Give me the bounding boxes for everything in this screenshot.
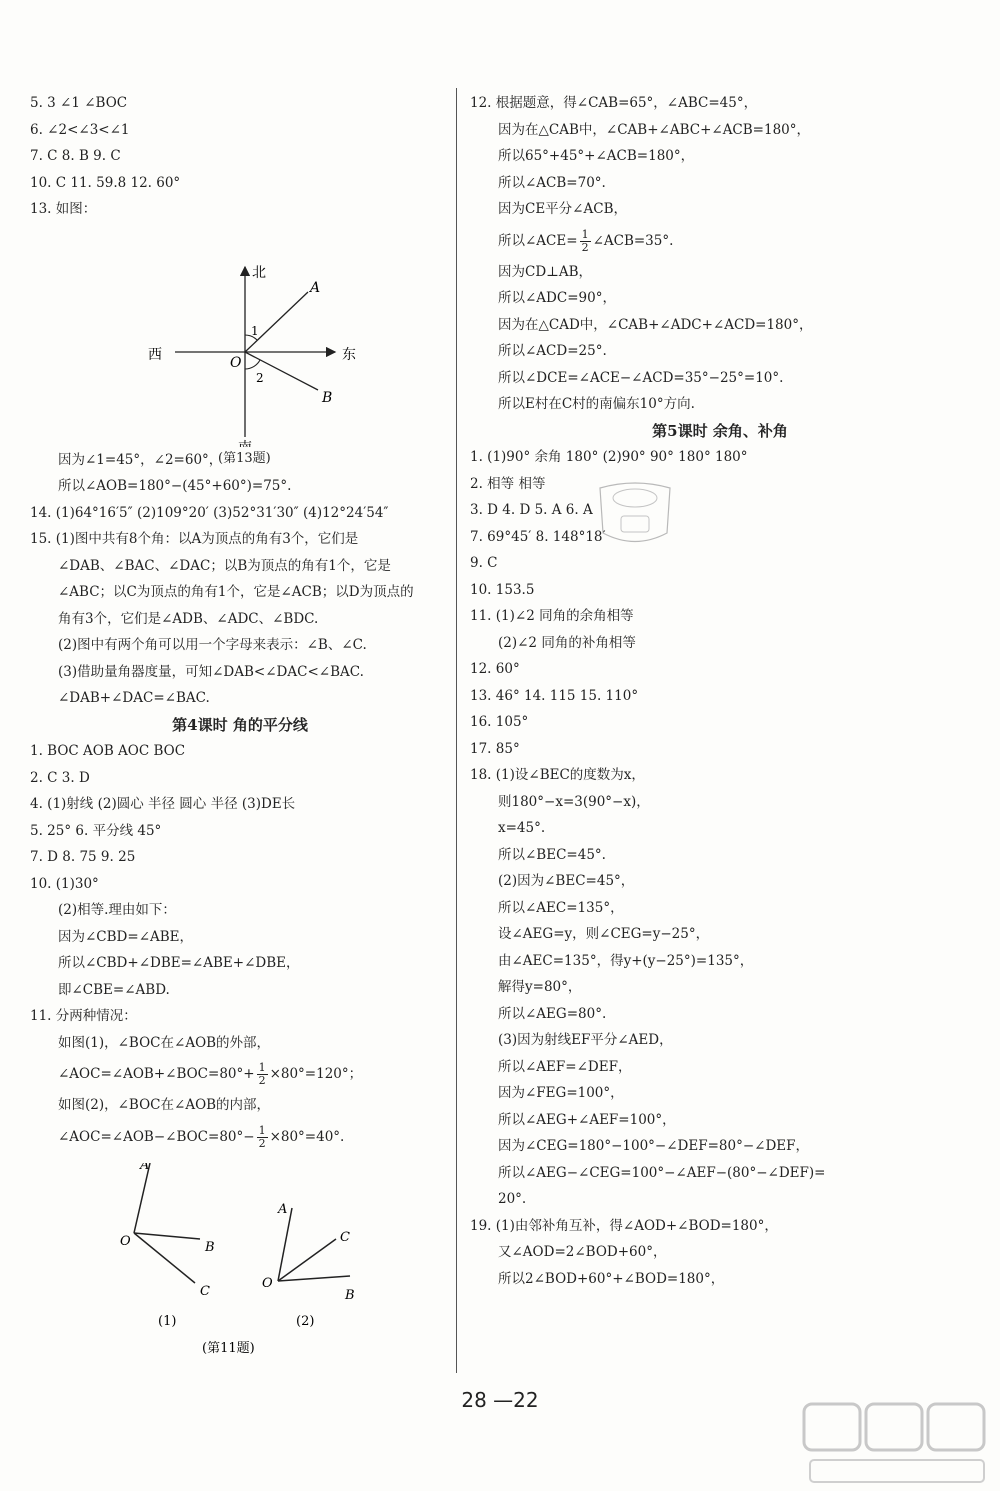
section-heading: 第4课时 角的平分线 <box>172 715 308 734</box>
answer-line: 角有3个，它们是∠ADB、∠ADC、∠BDC. <box>58 610 319 627</box>
answer-line: 如图(1)，∠BOC在∠AOB的外部， <box>58 1034 271 1051</box>
formula-text: ×80°=40°. <box>269 1128 345 1145</box>
fig11-2-label-o: O <box>262 1275 273 1291</box>
answer-line: 又∠AOD=2∠BOD+60°， <box>498 1244 667 1260</box>
answer-line: 11. (1)∠2 同角的余角相等 <box>470 608 634 624</box>
answer-line: 即∠CBE=∠ABD. <box>58 981 170 998</box>
answer-line: 所以∠AEG−∠CEG=100°−∠AEF−(80°−∠DEF)= <box>498 1164 826 1181</box>
answer-line: 12. 60° <box>470 661 520 677</box>
label-b: B <box>322 389 333 406</box>
answer-line: 因为CE平分∠ACB， <box>498 201 627 217</box>
label-o: O <box>230 354 242 371</box>
answer-line: 5. 25° 6. 平分线 45° <box>30 822 162 839</box>
answer-line: 6. ∠2<∠3<∠1 <box>30 121 130 138</box>
fig11-2-label-c: C <box>340 1229 350 1245</box>
formula-text: ×80°=120°； <box>269 1066 363 1082</box>
formula-text: ∠AOC=∠AOB+∠BOC=80°+ <box>58 1066 255 1082</box>
answer-line: 因为在△CAD中，∠CAB+∠ADC+∠ACD=180°， <box>498 316 813 333</box>
answer-line: 20°. <box>498 1191 527 1207</box>
answer-line <box>470 223 970 259</box>
answer-line: 所以∠AEG+∠AEF=100°， <box>498 1111 676 1128</box>
answer-line: 因为∠1=45°，∠2=60°， <box>58 451 223 468</box>
label-angle-1: 1 <box>251 323 259 338</box>
answer-line: 因为在△CAB中，∠CAB+∠ABC+∠ACB=180°， <box>498 121 811 138</box>
numerator: 1 <box>258 1061 266 1074</box>
answer-line: 3. D 4. D 5. A 6. A <box>470 502 593 518</box>
fig11-1-label-c: C <box>200 1283 210 1299</box>
left-column <box>30 90 450 1363</box>
answer-line: x=45°. <box>498 820 546 836</box>
page-number: 28 —22 <box>461 1388 539 1412</box>
label-north: 北 <box>252 264 266 281</box>
fig11-2-label-b: B <box>345 1287 355 1303</box>
fig11-2-ray-oa <box>278 1208 292 1281</box>
answer-line: 所以65°+45°+∠ACB=180°， <box>498 148 695 164</box>
right-column <box>470 90 970 1292</box>
answer-line: 设∠AEG=y，则∠CEG=y−25°， <box>498 926 710 942</box>
fraction <box>257 1125 268 1150</box>
answer-line: 10. 153.5 <box>470 581 535 598</box>
answer-line: 所以∠ACD=25°. <box>498 343 607 359</box>
answer-line: 因为∠CEG=180°−100°−∠DEF=80°−∠DEF， <box>498 1138 810 1154</box>
denominator: 2 <box>581 240 589 254</box>
answer-line: 16. 105° <box>470 714 529 730</box>
denominator: 2 <box>258 1074 266 1087</box>
answer-line: 10. C 11. 59.8 12. 60° <box>30 174 181 191</box>
answer-line: 如图(2)，∠BOC在∠AOB的内部， <box>58 1097 271 1113</box>
answer-line: ∠DAB+∠DAC=∠BAC. <box>58 690 210 706</box>
figure-11 <box>30 1163 450 1363</box>
answer-line: 所以∠ADC=90°， <box>498 290 616 306</box>
fig11-1-label-b: B <box>205 1239 215 1255</box>
answer-line: 所以∠AEG=80°. <box>498 1005 607 1022</box>
fig11-1-ray-oa <box>134 1163 150 1233</box>
fig11-sub-2: (2) <box>296 1313 315 1329</box>
answer-line: 19. (1)由邻补角互补，得∠AOD+∠BOD=180°， <box>470 1217 778 1234</box>
answer-line: 17. 85° <box>470 740 520 757</box>
column-divider <box>456 88 457 1373</box>
angle-diagrams <box>30 1163 450 1363</box>
ray-oa <box>245 292 308 352</box>
answer-line: (3)因为射线EF平分∠AED， <box>498 1032 673 1048</box>
fig11-sub-1: (1) <box>158 1313 177 1329</box>
fig11-2-label-a: A <box>278 1201 288 1217</box>
denominator: 2 <box>258 1136 266 1150</box>
answer-line: 由∠AEC=135°，得y+(y−25°)=135°， <box>498 952 754 969</box>
answer-line: 7. 69°45′ 8. 148°18′ <box>470 528 606 545</box>
answer-line: 7. D 8. 75 9. 25 <box>30 849 136 865</box>
numerator: 1 <box>258 1123 266 1137</box>
answer-line: 所以∠AEC=135°， <box>498 899 624 916</box>
numerator: 1 <box>581 227 589 241</box>
fig11-1-label-a: A <box>140 1162 150 1173</box>
answer-line: 1. (1)90° 余角 180° (2)90° 90° 180° 180° <box>470 449 748 465</box>
answer-line: 4. (1)射线 (2)圆心 半径 圆心 半径 (3)DE长 <box>30 796 296 812</box>
fraction <box>257 1062 268 1087</box>
answer-line: 7. C 8. B 9. C <box>30 148 121 164</box>
answer-line: 因为∠CBD=∠ABE， <box>58 928 194 945</box>
section-heading: 第5课时 余角、补角 <box>652 421 788 440</box>
answer-line: 14. (1)64°16′5″ (2)109°20′ (3)52°31′30″ (4)12°24′54″ <box>30 504 389 521</box>
fig11-2-ray-ob <box>278 1276 350 1281</box>
answer-line: 所以∠AEF=∠DEF， <box>498 1058 632 1075</box>
label-angle-2: 2 <box>256 370 264 385</box>
angle-2-arc <box>245 360 260 369</box>
answer-line: 因为∠FEG=100°， <box>498 1085 624 1101</box>
watermark-logo <box>800 1400 990 1488</box>
formula-text: ∠AOC=∠AOB−∠BOC=80°− <box>58 1128 255 1145</box>
fig11-1-label-o: O <box>120 1233 131 1249</box>
answer-line: 则180°−x=3(90°−x)， <box>498 793 650 810</box>
answer-line: 因为CD⊥AB， <box>498 263 593 280</box>
label-a: A <box>310 279 321 296</box>
label-east: 东 <box>342 346 356 363</box>
answer-line: (3)借助量角器度量，可知∠DAB<∠DAC<∠BAC. <box>58 663 364 680</box>
answer-line: 解得y=80°， <box>498 979 582 995</box>
answer-line: 所以2∠BOD+60°+∠BOD=180°， <box>498 1270 725 1287</box>
answer-line <box>30 1119 450 1155</box>
fig11-1-ray-oc <box>134 1233 195 1283</box>
answer-line: (2)图中有两个角可以用一个字母来表示：∠B、∠C. <box>58 637 367 653</box>
answer-line: ∠DAB、∠BAC、∠DAC；以B为顶点的角有1个，它是 <box>58 557 391 574</box>
answer-line: 所以E村在C村的南偏东10°方向. <box>498 396 695 412</box>
stamp-graphic <box>595 478 675 550</box>
answer-line: (2)相等.理由如下： <box>58 902 176 918</box>
answer-line: 9. C <box>470 555 498 571</box>
answer-line: (2)因为∠BEC=45°， <box>498 873 635 889</box>
answer-line: 所以∠CBD+∠DBE=∠ABE+∠DBE， <box>58 955 300 971</box>
answer-line: ∠ABC；以C为顶点的角有1个，它是∠ACB；以D为顶点的 <box>58 584 414 600</box>
answer-line: 12. 根据题意，得∠CAB=65°，∠ABC=45°， <box>470 95 758 111</box>
formula-text: 所以∠ACE= <box>498 232 578 249</box>
answer-line: 15. (1)图中共有8个角：以A为顶点的角有3个，它们是 <box>30 531 359 547</box>
answer-line: 2. 相等 相等 <box>470 475 546 492</box>
label-west: 西 <box>148 346 162 363</box>
label-south <box>238 439 252 447</box>
figure-11-caption: (第11题) <box>202 1340 255 1356</box>
fraction <box>580 229 591 254</box>
answer-line: 2. C 3. D <box>30 769 90 786</box>
answer-line: 5. 3 ∠1 ∠BOC <box>30 95 128 111</box>
answer-line: 10. (1)30° <box>30 875 99 892</box>
answer-line: 所以∠ACB=70°. <box>498 174 606 191</box>
fig11-2-ray-oc <box>278 1239 336 1281</box>
answer-line: 13. 如图： <box>30 201 97 217</box>
compass-diagram <box>30 227 450 447</box>
answer-line: 所以∠BEC=45°. <box>498 846 606 863</box>
answer-line: (2)∠2 同角的补角相等 <box>498 634 636 651</box>
answer-line: 18. (1)设∠BEC的度数为x， <box>470 767 645 783</box>
figure-13-caption: (第13题) <box>218 450 271 466</box>
answer-line: 1. BOC AOB AOC BOC <box>30 743 186 759</box>
answer-line <box>30 1056 450 1092</box>
answer-line: 所以∠DCE=∠ACE−∠ACD=35°−25°=10°. <box>498 369 784 386</box>
answer-line: 13. 46° 14. 115 15. 110° <box>470 687 639 704</box>
answer-line: 11. 分两种情况： <box>30 1008 137 1024</box>
answer-line: 所以∠AOB=180°−(45°+60°)=75°. <box>58 478 292 494</box>
formula-text: ∠ACB=35°. <box>592 232 674 249</box>
fig11-1-ray-ob <box>134 1233 200 1239</box>
